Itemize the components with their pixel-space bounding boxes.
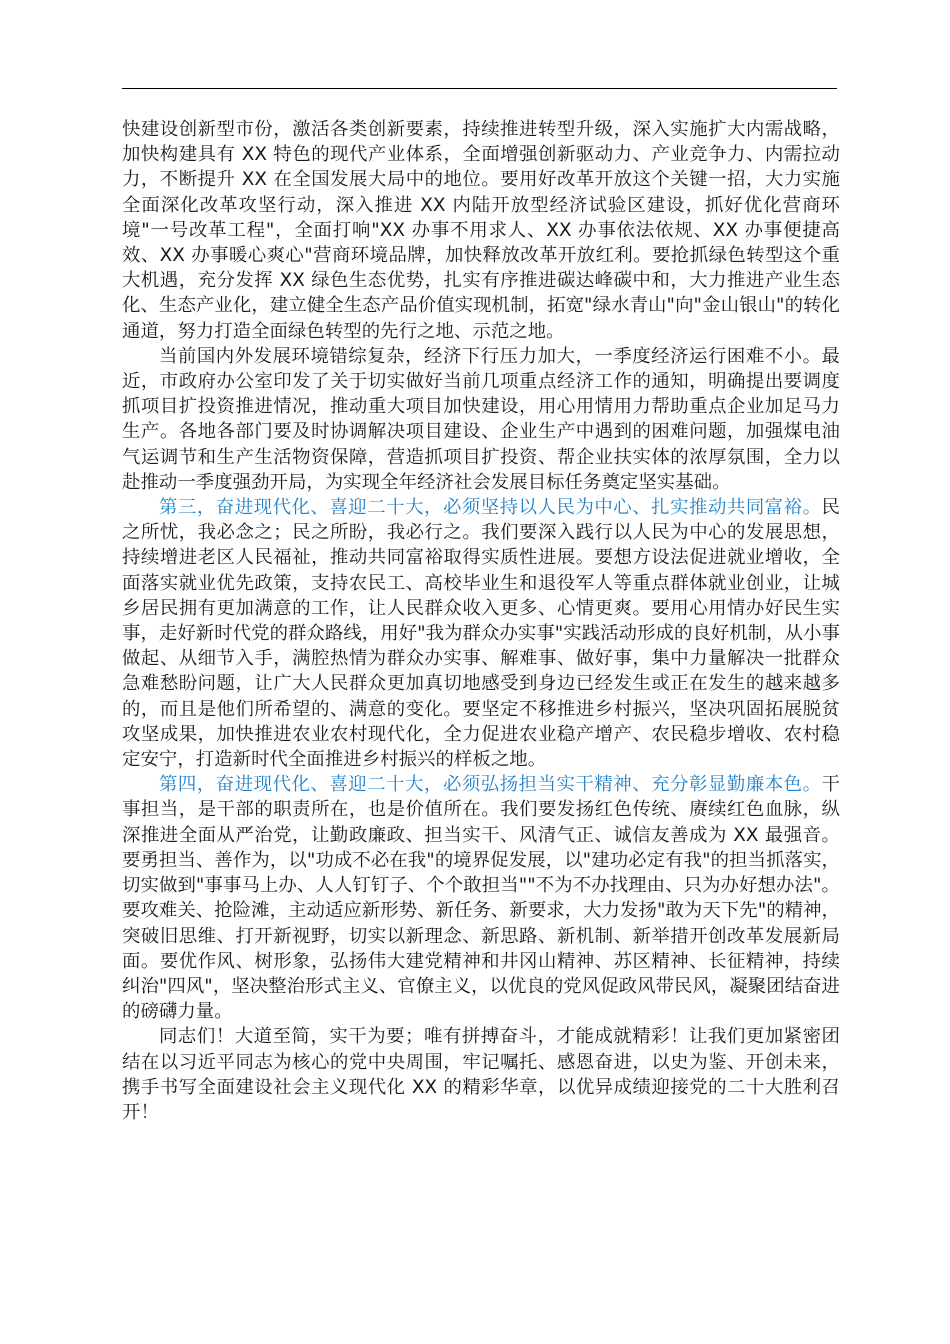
paragraph-third-point <box>122 495 840 772</box>
document-body <box>122 117 840 1125</box>
header-rule <box>122 88 837 89</box>
paragraph-5-text: 同志们！大道至简，实干为要；唯有拼搏奋斗，才能成就精彩！让我们更加紧密团结在以习近平同志为核心的党中央周围，牢记嘱托、感恩奋进，以史为鉴、开创未来，携手书写全面建设社会主义现代化 XX 的精彩华章，以优异成绩迎接党的二十大胜利召开！ <box>122 1026 840 1123</box>
paragraph-closing <box>122 1024 840 1125</box>
paragraph-3-text: 民之所忧，我必念之；民之所盼，我必行之。我们要深入践行以人民为中心的发展思想，持续增进老区人民福祉，推动共同富裕取得实质性进展。要想方设法促进就业增收，全面落实就业优先政策，支持农民工、高校毕业生和退役军人等重点群体就业创业，让城乡居民拥有更加满意的工作，让人民群众收入更多、心情更爽。要用心用情办好民生实事，走好新时代党的群众路线，用好"我为群众办实事"实践活动形成的良好机制，从小事做起、从细节入手，满腔热情为群众办实事、解难事、做好事，集中力量解决一批群众急难愁盼问题，让广大人民群众更加真切地感受到身边已经发生或正在发生的越来越多的，而且是他们所希望的、满意的变化。要坚定不移推进乡村振兴，坚决巩固拓展脱贫攻坚成果，加快推进农业农村现代化，全力促进农业稳产增产、农民稳步增收、农村稳定安宁，打造新时代全面推进乡村振兴的样板之地。 <box>122 497 840 771</box>
paragraph-fourth-point <box>122 772 840 1024</box>
paragraph-4-text: 干事担当，是干部的职责所在，也是价值所在。我们要发扬红色传统、赓续红色血脉，纵深推进全面从严治党，让勤政廉政、担当实干、风清气正、诚信友善成为 XX 最强音。要勇担当、善作为，以"功成不必在我"的境界促发展，以"建功必定有我"的担当抓落实，切实做到"事事马上办、人人钉钉子、个个敢担当""不为不办找理由、只为办好想办法"。要攻难关、抢险滩，主动适应新形势、新任务、新要求，大力发扬"敢为天下先"的精神，突破旧思维、打开新视野，切实以新理念、新思路、新机制、新举措开创改革发展新局面。要优作风、树形象，弘扬伟大建党精神和井冈山精神、苏区精神、长征精神，持续纠治"四风"，坚决整治形式主义、官僚主义，以优良的党风促政风带民风，凝聚团结奋进的磅礴力量。 <box>122 774 840 1023</box>
paragraph-4-heading: 第四，奋进现代化、喜迎二十大，必须弘扬担当实干精神、充分彰显勤廉本色。 <box>159 774 822 796</box>
paragraph-continuation <box>122 117 840 344</box>
paragraph-2-text: 当前国内外发展环境错综复杂，经济下行压力加大，一季度经济运行困难不小。最近，市政府办公室印发了关于切实做好当前几项重点经济工作的通知，明确提出要调度抓项目扩投资推进情况，推动重大项目加快建设，用心用情用力帮助重点企业加足马力生产。各地各部门要及时协调解决项目建设、企业生产中遇到的困难问题，加强煤电油气运调节和生产生活物资保障，营造抓项目扩投资、帮企业扶实体的浓厚氛围，全力以赴推动一季度强劲开局，为实现全年经济社会发展目标任务奠定坚实基础。 <box>122 345 840 493</box>
paragraph-3-heading: 第三，奋进现代化、喜迎二十大，必须坚持以人民为中心、扎实推动共同富裕。 <box>159 497 822 519</box>
paragraph-economy <box>122 344 840 495</box>
paragraph-1-text: 快建设创新型市份，激活各类创新要素，持续推进转型升级，深入实施扩大内需战略，加快构建具有 XX 特色的现代产业体系，全面增强创新驱动力、产业竞争力、内需拉动力，不断提升 XX 在全国发展大局中的地位。要用好改革开放这个关键一招，大力实施全面深化改革攻坚行动，深入推进 XX 内陆开放型经济试验区建设，抓好优化营商环境"一号改革工程"，全面打响"XX 办事不用求人、XX 办事依法依规、XX 办事便捷高效、XX 办事暖心爽心"营商环境品牌，加快释放改革开放红利。要抢抓绿色转型这个重大机遇，充分发挥 XX 绿色生态优势，扎实有序推进碳达峰碳中和，大力推进产业生态化、生态产业化，建立健全生态产品价值实现机制，拓宽"绿水青山"向"金山银山"的转化通道，努力打造全面绿色转型的先行之地、示范之地。 <box>122 119 840 342</box>
